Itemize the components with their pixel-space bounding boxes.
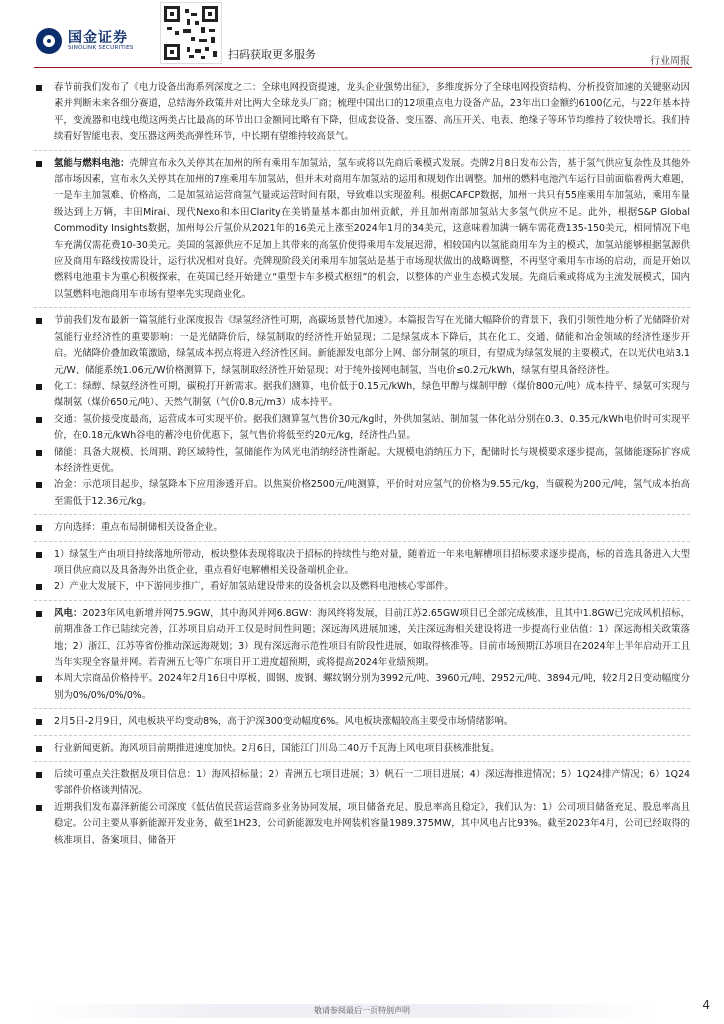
bullet-item [34,412,690,445]
bullet-square-icon [36,318,42,324]
bullet-item-text: 储能：具备大规模、长周期、跨区域特性，氢储能作为风光电消纳经济性渐起。大规模电消纳压力下，配储时长与规模要求逐步提高，氢储能逐际扩容成本经济性更优。 [54,446,690,474]
bullet-item [34,606,690,672]
item-separator [34,541,690,542]
qr-caption: 扫码获取更多服务 [228,48,316,61]
bullet-item [34,714,690,730]
bullet-item [34,477,690,510]
bullet-item-text: 近期我们发布嘉泽新能公司深度《低估值民营运营商多业务协同发展，项目储备充足、股息率高且稳定》，我们认为：1）公司项目储备充足、股息率高且稳定。公司主要从事新能源开发业务，截至1H23，公司新能源发电并网装机容量1989.375MW，其中风电占比93%。截至2023年4月，公司已经取得的核准项目、备案项目、储备开 [54,801,690,846]
bullet-item-text: 节前我们发布最新一篇氢能行业深度报告《绿氢经济性可期，高碳场景替代加速》。本篇报告写在光储大幅降价的背景下，我们引领性地分析了光储降价对氢能行业经济性的重要影响：一是光储降价后，绿氢制取的经济性开始显现；二是绿氢成本下降后，其在化工、交通、储能和冶金领域的经济性逐步开启。光储降价叠加政策激励，绿氢成本拐点将进入经济性区间。新能源发电部分上网、部分制氢的项目，有望成为绿氢发展的主要模式，在以光伏电站3.1元/W、储能系统1.06元/W价格测算下，绿氢制取经济性开始显现；对于纯外接网电制氢，当电价≤0.2元/kWh，绿氢有望具备经济性。 [54,315,690,376]
bullet-item-text: 方向选择：重点布局制储相关设备企业。 [54,522,223,534]
bullet-item-text: 冶金：示范项目起步，绿氢降本下应用渗透开启。以焦炭价格2500元/吨测算，平价时对应氢气的价格为9.55元/kg，当碳税为200元/吨，氢气成本抬高至需低于12.36元/kg。 [54,479,690,507]
header-divider [34,67,692,68]
bullet-item [34,579,690,595]
bullet-square-icon [36,161,42,167]
bullet-item-text: 1）绿氢生产由项目持续落地所带动，板块整体表现将取决于招标的持续性与绝对量，随着近一年来电解槽项目招标要求逐步提高，标的首选具备进入大型项目供应商以及具备海外出货企业，重点看好电解槽相关设备端机企业。 [54,548,690,576]
bullet-item [34,445,690,478]
bullet-item-text: 春节前我们发布了《电力设备出海系列深度之二：全球电网投资提速，龙头企业强势出征》，多维度拆分了全球电网投资结构、分析投资加速的关键驱动因素并判断未来各细分赛道，总结海外政策并对比两大全球龙头厂商；梳理中国出口的12项重点电力设备产品，23年出口金额约6100亿元，与22年基本持平，变流器和电线电缆这两类占比最高的环节出口金额同比略有下降，但成套设备、变压器、高压开关、电表、绝缘子等环节均维持了较快增长。我们持续看好智能电表、变压器这两类高弹性环节，中长期有望维持较高景气。 [54,82,690,143]
page-footer [0,1000,724,1024]
bullet-item-text: 2023年风电新增并网75.9GW，其中海风并网6.8GW：海风终将发展，目前江苏2.65GW项目已全部完成核准，且其中1.8GW已完成风机招标，前期准备工作已陆续完善，江苏项目启动开工仅是时间性问题；深远海风进展加速，关注深远海相关建设将进一步提高行业估值：1）深远海相关政策落地；2）浙江、江苏等省份推动深远海规划；3）现有深远海示范性项目有阶段性进展，如取得核准等。目前市场预期江苏项目在2024年上半年启动开工且当年实现全容量并网。若青洲五七等广东项目开工进度超预期，或将提高2024年业绩预期。 [54,607,690,668]
bullet-item [34,156,690,304]
bullet-square-icon [36,719,42,725]
bullet-item [34,313,690,379]
item-separator [34,307,690,308]
bullet-item-lead: 氢能与燃料电池： [54,157,130,169]
bullet-item-text: 壳牌宣布永久关停其在加州的所有乘用车加氢站，氢车或将以先商后乘模式发展。壳牌2月8日发布公告，基于氢气供应复杂性及其他外部市场因素，宣布永久关停其在加州的7座乘用车加氢站，但并未对商用车加氢站的运用和规划作出调整。加州的燃料电池汽车运行目前面临着两大难题，一是车主加氢难、价格高，二是加氢站运营商氢气量或运营时间有限，导致难以实现盈利。根据CAFCP数据，加州一共只有55座乘用车加氢站，乘用车量级达到上万辆，丰田Mirai、现代Nexo和本田Clarity在美销量基本都由加州贡献，并且加州南部加氢站大多氢气供应不足。此外，根据S&P Global Commodity Insights数据，加州每公斤氢价从2021年的16美元上涨至2024年1月的34美元，这意味着加满一辆车需花费135-150美元，相同情况下电车充满仅需花费10-30美元。美国的氢源供应不足加上其带来的高氢价使得乘用车发展迟滞，相较国内以氢能商用车为主的模式，加氢站能够根据氢源供应及商用车路线按需设计，运行状况相对良好。壳牌现阶段关闭乘用车加氢站是基于市场现状做出的战略调整，不再坚守乘用车市场的启动，而是开始以燃料电池重卡为重心积极探索，在英国已经开始建立“重型卡车多模式枢纽”的机会，以整体的产业生态模式发展。先商后乘或将成为主流发展模式，国内以氢燃料电池商用车市场有望率先实现商业化。 [54,157,690,300]
bullet-item-text: 2月5日-2月9日，风电板块平均变动8%，高于沪深300变动幅度6%。风电板块涨幅较高主要受市场情绪影响。 [54,716,514,728]
bullet-square-icon [36,450,42,456]
bullet-square-icon [36,85,42,91]
bullet-item [34,379,690,412]
bullet-item [34,520,690,536]
bullet-item [34,671,690,704]
bullet-item [34,767,690,800]
item-separator [34,708,690,709]
bullet-square-icon [36,482,42,488]
bullet-item [34,741,690,757]
logo-emblem-icon [36,28,62,54]
bullet-item-text: 本周大宗商品价格持平。2024年2月16日中厚板、圆钢、废钢、螺纹钢分别为3992元/吨、3960元/吨、2952元/吨、3894元/吨，较2月2日变动幅度分别为0%/0%/0%/0%。 [54,673,690,701]
bullet-square-icon [36,676,42,682]
qr-code[interactable] [160,2,222,64]
bullet-square-icon [36,805,42,811]
company-logo [36,26,146,56]
report-type-label: 行业周报 [650,56,690,67]
bullet-square-icon [36,552,42,558]
bullet-item-text: 2）产业大发展下，中下游同步推广，看好加氢站建设带来的设备机会以及燃料电池核心零部件。 [54,581,454,593]
bullet-square-icon [36,746,42,752]
item-separator [34,761,690,762]
page-header [0,0,724,70]
footer-disclaimer: 敬请参阅最后一页特别声明 [314,1006,410,1015]
bullet-item-lead: 风电： [54,607,83,619]
bullet-item [34,800,690,849]
logo-chinese-name: 国金证券 [68,30,128,46]
bullet-item-text: 化工：绿醇、绿氨经济性可期，碳税打开新需求。据我们测算，电价低于0.15元/kWh，绿色甲醇与煤制甲醇（煤价800元/吨）成本持平、绿氨可实现与煤制氨（煤价650元/吨）、天然气制氨（气价0.8元/m3）成本持平。 [54,380,690,409]
bullet-square-icon [36,384,42,390]
bullet-square-icon [36,417,42,423]
item-separator [34,735,690,736]
bullet-item-text: 交通：氢价接受度最高，运营成本可实现平价。据我们测算氢气售价30元/kg时，外供加氢站、制加氢一体化站分别在0.3、0.35元/kWh电价时可实现平价，在0.18元/kWh谷电的蓄冷电价优惠下，氢气售价将低至约20元/kg，经济性凸显。 [54,413,690,442]
bullet-square-icon [36,584,42,590]
bullet-item-text: 后续可重点关注数据及项目信息：1）海风招标量；2）青洲五七项目进展；3）帆石一二项目进展；4）深远海推进情况；5）1Q24排产情况；6）1Q24零部件价格谈判情况。 [54,769,690,797]
item-separator [34,150,690,151]
bullet-item [34,547,690,580]
page-number: 4 [702,998,710,1012]
bullet-square-icon [36,525,42,531]
report-body [34,80,690,849]
item-separator [34,600,690,601]
bullet-item-text: 行业新闻更新。海风项目前期推进速度加快。2月6日，国能江门川岛二40万千瓦海上风电项目获核准批复。 [54,742,500,754]
bullet-item [34,80,690,146]
bullet-square-icon [36,611,42,617]
logo-english-name: SINOLINK SECURITIES [68,45,134,51]
bullet-square-icon [36,772,42,778]
item-separator [34,514,690,515]
